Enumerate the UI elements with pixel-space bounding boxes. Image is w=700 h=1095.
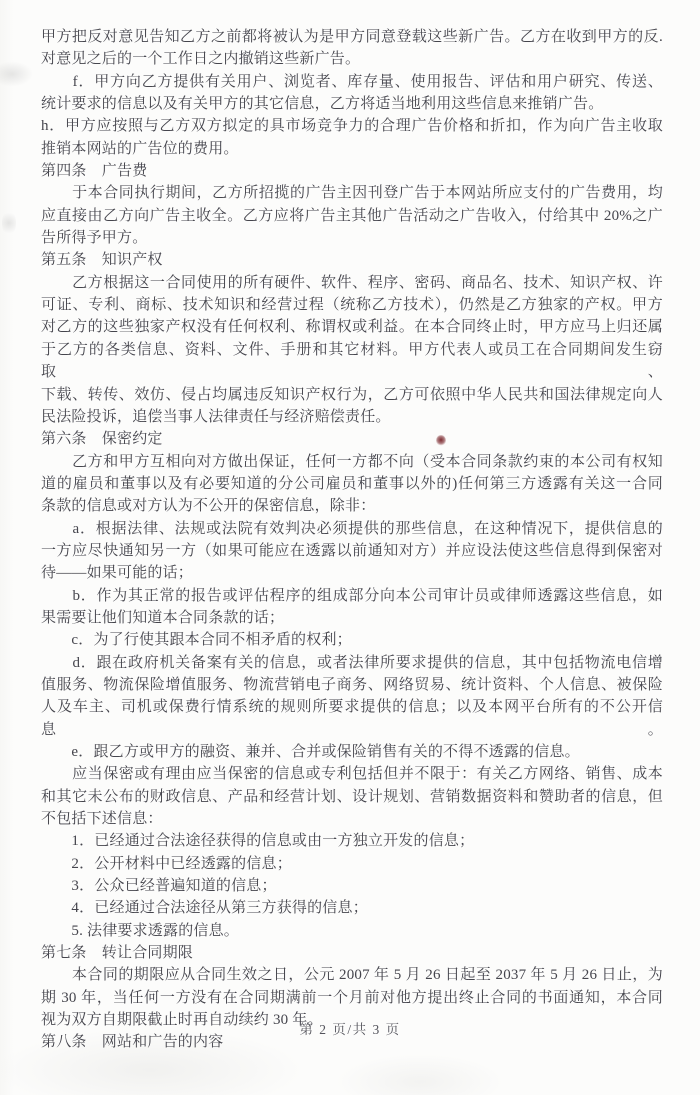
contract-text-line: 期 30 年，当任何一方没有在合同期满前一个月前对他方提出终止合同的书面通知，本合同	[41, 989, 663, 1006]
contract-text-line: 1．已经通过合法途径获得的信息或由一方独立开发的信息；	[41, 833, 475, 850]
contract-text-line: 本合同的期限应从合同生效之日，公元 2007 年 5 月 26 日起至 2037 年 5 月 26 日止，为	[41, 967, 663, 984]
scan-smudge	[2, 210, 16, 236]
contract-text-line: e．跟乙方或甲方的融资、兼并、合并或保险销售有关的不得不透露的信息。	[41, 744, 580, 760]
contract-text-line: 和其它未公布的财政信息、产品和经营计划、设计规划、营销数据资料和赞助者的信息，但	[41, 788, 663, 805]
contract-text-line: 第六条 保密约定	[41, 431, 163, 448]
contract-text-line: f．甲方向乙方提供有关用户、浏览者、库存量、使用报告、评估和用户研究、传送、	[41, 73, 663, 90]
contract-text-line: 3．公众已经普遍知道的信息；	[41, 878, 277, 895]
contract-text-line: 下载、转传、效仿、侵占均属违反知识产权行为，乙方可依照中华人民共和国法律规定向人	[41, 386, 663, 403]
contract-text-line: 视为双方自期限截止时再自动续约 30 年。	[41, 1012, 323, 1029]
contract-text-line: 待——如果可能的话；	[41, 565, 194, 582]
red-ink-mark	[436, 435, 446, 446]
contract-text-line: 于本合同执行期间，乙方所招揽的广告主因刊登广告于本网站所应支付的广告费用，均	[41, 185, 663, 202]
contract-text-line: 值服务、物流保险增值服务、物流营销电子商务、网络贸易、统计资料、个人信息、被保险	[41, 676, 663, 693]
contract-text-line: c．为了行使其跟本合同不相矛盾的权利；	[41, 632, 352, 649]
contract-text-line: 一方应尽快通知另一方（如果可能应在透露以前通知对方）并应设法使这些信息得到保密对	[41, 542, 663, 559]
contract-text-line: 乙方根据这一合同使用的所有硬件、软件、程序、密码、商品名、技术、知识产权、许	[41, 274, 663, 291]
contract-text-line: 甲方把反对意见告知乙方之前都将被认为是甲方同意登载这些新广告。乙方在收到甲方的反.	[41, 29, 663, 45]
contract-text-line: 可证、专利、商标、技术知识和经营过程（统称乙方技术），仍然是乙方独家的产权。甲方	[41, 297, 663, 314]
contract-text-line: 条款的信息或对方认为不公开的保密信息，除非：	[41, 498, 376, 515]
contract-text-line: 推销本网站的广告位的费用。	[41, 140, 239, 157]
contract-text-line: 民法险投诉，追偿当事人法律责任与经济赔偿责任。	[41, 408, 391, 425]
contract-text-line: 道的雇员和董事以及有必要知道的分公司雇员和董事以外的)任何第三方透露有关这一合同	[41, 475, 663, 492]
contract-text-line: 统计要求的信息以及有关甲方的其它信息，乙方将适当地利用这些信息来推销广告。	[41, 96, 604, 113]
page-number: 第 2 页/共 3 页	[299, 1022, 401, 1037]
contract-text-line: 告所得予甲方。	[41, 230, 148, 247]
contract-text-line: 第四条 广告费	[41, 163, 148, 180]
contract-text-line: 第五条 知识产权	[41, 252, 163, 269]
contract-text-line: 果需要让他们知道本合同条款的话；	[41, 609, 285, 626]
contract-text-line: b．作为其正常的报告或评估程序的组成部分向本公司审计员或律师透露这些信息，如	[41, 587, 663, 604]
contract-text-line: 应当保密或有理由应当保密的信息或专利包括但并不限于：有关乙方网络、销售、成本	[41, 766, 663, 783]
contract-text-line: 2．公开材料中已经透露的信息；	[41, 855, 292, 872]
contract-text-line: 应直接由乙方向广告主收全。乙方应将广告主其他广告活动之广告收入，付给其中 20%之广	[41, 207, 663, 224]
contract-text-line: 5. 法律要求透露的信息。	[41, 922, 240, 939]
contract-text-line: 不包括下述信息：	[41, 811, 163, 828]
contract-body	[41, 26, 663, 1054]
contract-text-line: 对乙方的这些独家产权没有任何权利、称谓权或利益。在本合同终止时，甲方应马上归还属	[41, 319, 663, 336]
contract-text-line: 4．已经通过合法途径从第三方获得的信息；	[41, 900, 368, 917]
contract-text-line: 第七条 转让合同期限	[41, 945, 194, 962]
contract-text-line: a．根据法律、法规或法院有效判决必须提供的那些信息，在这种情况下，提供信息的	[41, 520, 663, 537]
contract-text-line: d．跟在政府机关备案有关的信息，或者法律所要求提供的信息，其中包括物流电信增	[41, 654, 663, 671]
contract-text-line: 对意见之后的一个工作日之内撤销这些新广告。	[41, 51, 361, 68]
contract-text-line: 第八条 网站和广告的内容	[41, 1034, 224, 1051]
contract-text-line: 人及车主、司机或保费行情系统的规则所要求提供的信息；以及本网平台所有的不公开信息。	[41, 699, 663, 738]
contract-text-line: 于乙方的各类信息、资料、文件、手册和其它材料。甲方代表人或员工在合同期间发生窃取、	[41, 341, 663, 381]
contract-text-line: h．甲方应按照与乙方双方拟定的具市场竞争力的合理广告价格和折扣，作为向广告主收取	[41, 118, 663, 135]
contract-text-line: 乙方和甲方互相向对方做出保证，任何一方都不向（受本合同条款约束的本公司有权知	[41, 453, 663, 470]
